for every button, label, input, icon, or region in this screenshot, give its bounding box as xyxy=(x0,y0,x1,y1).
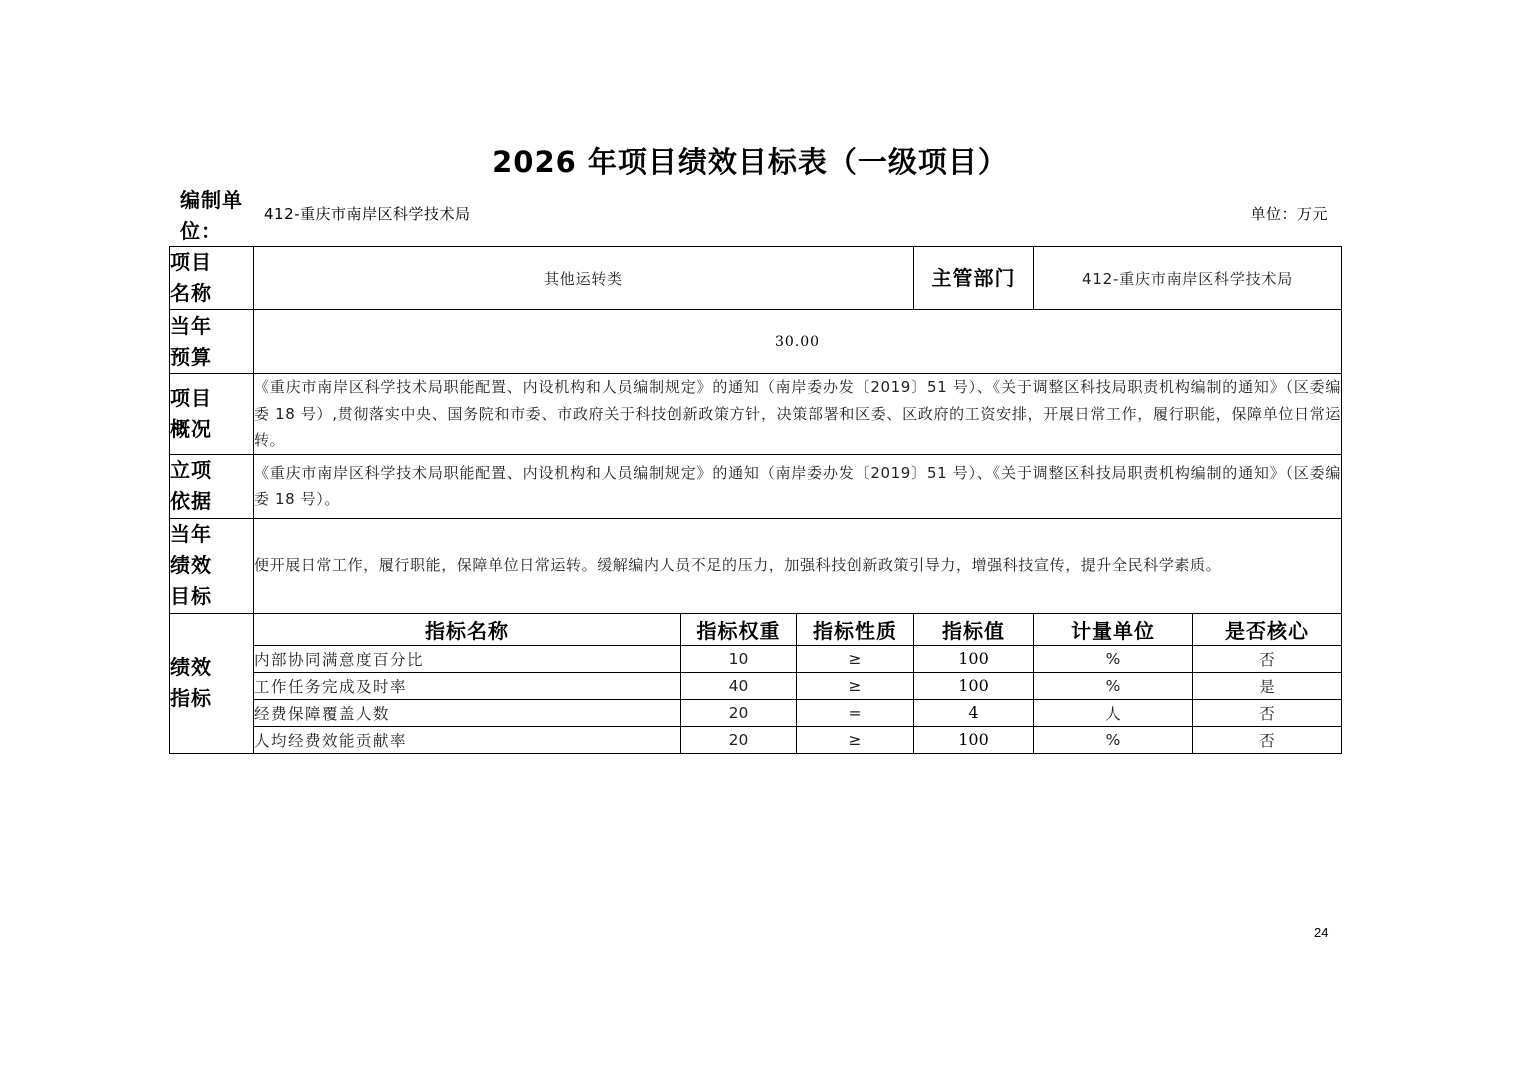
indicator-unit: 人 xyxy=(1034,699,1193,726)
table-row xyxy=(170,699,1342,726)
indicator-unit: % xyxy=(1034,726,1193,753)
indicator-core: 是 xyxy=(1193,672,1342,699)
col-indicator-weight: 指标权重 xyxy=(681,613,797,645)
budget-value: 30.00 xyxy=(254,310,1342,374)
indicator-core: 否 xyxy=(1193,699,1342,726)
indicator-weight: 20 xyxy=(681,726,797,753)
project-name-value: 其他运转类 xyxy=(254,247,914,310)
budget-label: 当年预算 xyxy=(170,310,254,374)
performance-table xyxy=(169,246,1342,754)
indicator-nature: ≥ xyxy=(797,726,914,753)
indicator-nature: ≥ xyxy=(797,645,914,672)
indicator-header-row xyxy=(170,613,1342,645)
page-number: 24 xyxy=(1314,925,1329,940)
basis-value: 《重庆市南岸区科学技术局职能配置、内设机构和人员编制规定》的通知（南岸委办发〔2019〕51 号）、《关于调整区科技局职责机构编制的通知》（区委编委 18 号）。 xyxy=(254,454,1342,518)
indicator-section-label: 绩效指标 xyxy=(170,613,254,753)
overview-label: 项目概况 xyxy=(170,374,254,455)
goal-label: 当年绩效目标 xyxy=(170,518,254,613)
col-indicator-name: 指标名称 xyxy=(254,613,681,645)
dept-value: 412-重庆市南岸区科学技术局 xyxy=(1034,247,1342,310)
indicator-value: 100 xyxy=(914,645,1034,672)
overview-value: 《重庆市南岸区科学技术局职能配置、内设机构和人员编制规定》的通知（南岸委办发〔2019〕51 号）、《关于调整区科技局职责机构编制的通知》（区委编委 18 号）,贯彻落实中央、国务院和市委、市政府关于科技创新政策方针，决策部署和区委、区政府的工资安排，开展日常工作，履行职能，保障单位日常运转。 xyxy=(254,374,1342,455)
indicator-weight: 40 xyxy=(681,672,797,699)
dept-label: 主管部门 xyxy=(914,247,1034,310)
col-indicator-core: 是否核心 xyxy=(1193,613,1342,645)
row-budget xyxy=(170,310,1342,374)
indicator-name: 工作任务完成及时率 xyxy=(254,672,681,699)
row-project-name xyxy=(170,247,1342,310)
org-value: 412-重庆市南岸区科学技术局 xyxy=(264,205,471,223)
basis-label: 立项依据 xyxy=(170,454,254,518)
indicator-unit: % xyxy=(1034,645,1193,672)
indicator-unit: % xyxy=(1034,672,1193,699)
page-title: 2026 年项目绩效目标表（一级项目） xyxy=(492,145,1008,179)
org-label: 编制单位： xyxy=(180,188,243,243)
table-row xyxy=(170,672,1342,699)
project-name-label: 项目名称 xyxy=(170,247,254,310)
org-header xyxy=(178,185,1340,243)
indicator-value: 100 xyxy=(914,726,1034,753)
indicator-name: 人均经费效能贡献率 xyxy=(254,726,681,753)
row-overview xyxy=(170,374,1342,455)
col-indicator-nature: 指标性质 xyxy=(797,613,914,645)
unit-label: 单位：万元 xyxy=(1250,205,1328,223)
row-goal xyxy=(170,518,1342,613)
indicator-weight: 10 xyxy=(681,645,797,672)
row-basis xyxy=(170,454,1342,518)
indicator-core: 否 xyxy=(1193,645,1342,672)
indicator-value: 100 xyxy=(914,672,1034,699)
col-indicator-unit: 计量单位 xyxy=(1034,613,1193,645)
goal-value: 便开展日常工作，履行职能，保障单位日常运转。缓解编内人员不足的压力，加强科技创新政策引导力，增强科技宣传，提升全民科学素质。 xyxy=(254,518,1342,613)
col-indicator-value: 指标值 xyxy=(914,613,1034,645)
indicator-name: 内部协同满意度百分比 xyxy=(254,645,681,672)
indicator-nature: = xyxy=(797,699,914,726)
indicator-weight: 20 xyxy=(681,699,797,726)
indicator-core: 否 xyxy=(1193,726,1342,753)
table-row xyxy=(170,726,1342,753)
indicator-value: 4 xyxy=(914,699,1034,726)
indicator-name: 经费保障覆盖人数 xyxy=(254,699,681,726)
table-row xyxy=(170,645,1342,672)
indicator-nature: ≥ xyxy=(797,672,914,699)
